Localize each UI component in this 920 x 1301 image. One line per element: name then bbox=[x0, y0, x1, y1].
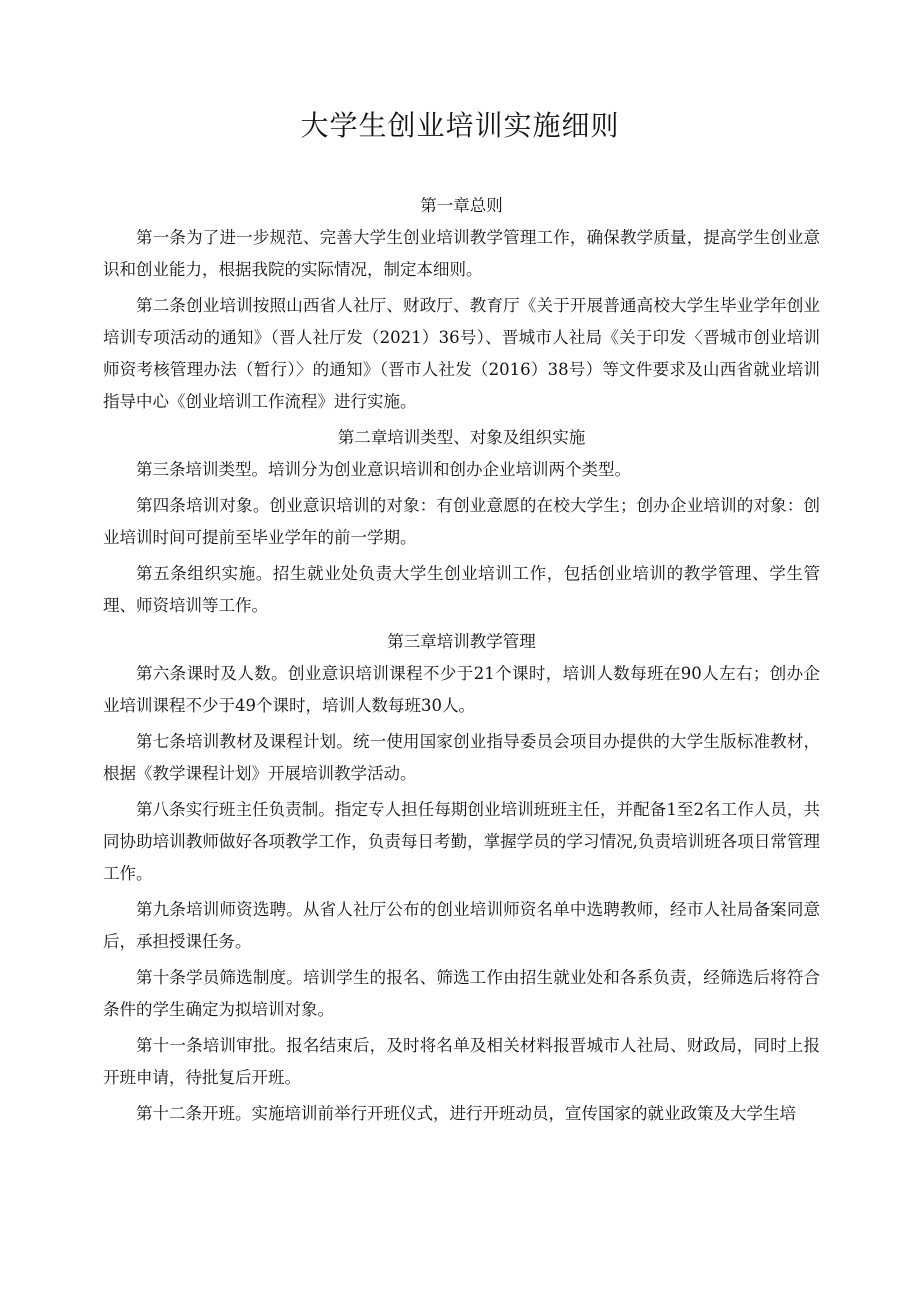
article-paragraph: 第一条为了进一步规范、完善大学生创业培训教学管理工作，确保教学质量，提高学生创业意识和创业能力，根据我院的实际情况，制定本细则。 bbox=[103, 228, 820, 279]
article-paragraph: 第四条培训对象。创业意识培训的对象：有创业意愿的在校大学生；创办企业培训的对象：创业培训时间可提前至毕业学年的前一学期。 bbox=[103, 496, 820, 547]
chapter-heading: 第一章总则 bbox=[420, 196, 503, 215]
article-paragraph: 第十条学员筛选制度。培训学生的报名、筛选工作由招生就业处和各系负责，经筛选后将符合条件的学生确定为拟培训对象。 bbox=[103, 968, 820, 1019]
article-paragraph: 第七条培训教材及课程计划。统一使用国家创业指导委员会项目办提供的大学生版标准教材，根据《教学课程计划》开展培训教学活动。 bbox=[103, 732, 820, 783]
article-paragraph: 第六条课时及人数。创业意识培训课程不少于21个课时，培训人数每班在90人左右；创办企业培训课程不少于49个课时，培训人数每班30人。 bbox=[103, 664, 820, 715]
chapter-heading: 第二章培训类型、对象及组织实施 bbox=[337, 428, 586, 447]
article-paragraph: 第五条组织实施。招生就业处负责大学生创业培训工作，包括创业培训的教学管理、学生管理、师资培训等工作。 bbox=[103, 564, 820, 615]
article-paragraph: 第二条创业培训按照山西省人社厅、财政厅、教育厅《关于开展普通高校大学生毕业学年创业培训专项活动的通知》（晋人社厅发（2021）36号）、晋城市人社局《关于印发〈晋城市创业培训师资考核管理办法（暂行）〉的通知》（晋市人社发（2016）38号）等文件要求及山西省就业培训指导中心《创业培训工作流程》进行实施。 bbox=[103, 296, 820, 411]
article-paragraph: 第三条培训类型。培训分为创业意识培训和创办企业培训两个类型。 bbox=[136, 460, 631, 479]
article-paragraph: 第九条培训师资选聘。从省人社厅公布的创业培训师资名单中选聘教师，经市人社局备案同意后，承担授课任务。 bbox=[103, 900, 820, 951]
article-paragraph: 第十一条培训审批。报名结束后，及时将名单及相关材料报晋城市人社局、财政局，同时上报开班申请，待批复后开班。 bbox=[103, 1036, 820, 1087]
document-body bbox=[103, 190, 820, 1134]
chapter-heading: 第三章培训教学管理 bbox=[387, 632, 536, 651]
article-paragraph: 第八条实行班主任负责制。指定专人担任每期创业培训班班主任，并配备1至2名工作人员，共同协助培训教师做好各项教学工作，负责每日考勤，掌握学员的学习情况,负责培训班各项日常管理工作。 bbox=[103, 800, 820, 883]
document-title: 大学生创业培训实施细则 bbox=[300, 109, 620, 142]
article-paragraph: 第十二条开班。实施培训前举行开班仪式，进行开班动员，宣传国家的就业政策及大学生培 bbox=[136, 1104, 796, 1123]
